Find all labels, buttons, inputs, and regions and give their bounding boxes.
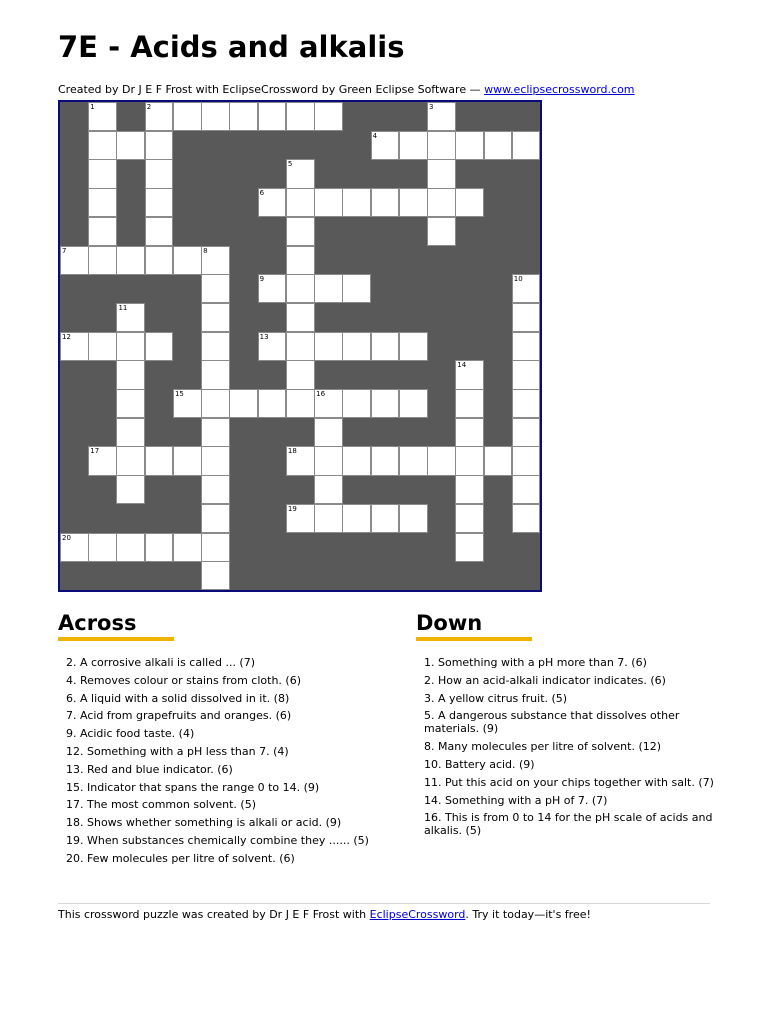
down-clue-list [416,656,716,842]
across-clue: 2. A corrosive alkali is called ... (7) [66,656,256,669]
credit-text: Created by Dr J E F Frost with EclipseCrossword by Green Eclipse Software — [58,83,485,96]
grid-cell[interactable] [455,533,484,562]
grid-cell[interactable] [201,274,230,303]
grid-cell[interactable] [201,360,230,389]
down-clue: 16. This is from 0 to 14 for the pH scale of acids and alkalis. (5) [424,811,713,838]
grid-cell[interactable] [88,246,117,275]
grid-cell[interactable] [116,360,145,389]
grid-cell[interactable] [314,274,343,303]
grid-cell[interactable] [371,131,400,160]
across-clue: 7. Acid from grapefruits and oranges. (6) [66,709,292,723]
across-clue: 17. The most common solvent. (5) [66,798,256,812]
down-clue: 3. A yellow citrus fruit. (5) [424,691,568,705]
grid-cell[interactable] [258,188,287,217]
grid-cell[interactable] [484,131,513,160]
across-clue: 18. Shows whether something is alkali or acid. (9) [66,816,342,830]
grid-cell[interactable] [145,188,174,217]
grid-cell[interactable] [342,446,371,475]
grid-cell[interactable] [427,188,456,217]
grid-cell[interactable] [455,418,484,447]
down-underline [416,637,532,641]
grid-cell[interactable] [286,217,315,246]
grid-cell[interactable] [201,504,230,533]
grid-cell[interactable] [342,504,371,533]
grid-cell[interactable] [399,332,428,361]
grid-cell[interactable] [201,475,230,504]
clue-number: 20 [62,533,71,542]
grid-cell[interactable] [512,446,541,475]
clue-number: 16 [316,390,326,399]
grid-cell[interactable] [116,533,145,562]
grid-cell[interactable] [258,389,287,418]
grid-cell[interactable] [371,504,400,533]
grid-cell[interactable] [145,332,174,361]
down-clue: 8. Many molecules per litre of solvent. (12) [424,740,662,754]
grid-cell[interactable] [342,332,371,361]
grid-cell[interactable] [116,446,145,475]
grid-cell[interactable] [399,446,428,475]
grid-cell[interactable] [258,274,287,303]
clue-number: 7 [62,246,67,255]
grid-cell[interactable] [173,246,202,275]
grid-cell[interactable] [512,360,541,389]
grid-cell[interactable] [201,561,230,590]
across-clue: 20. Few molecules per litre of solvent. (6) [66,851,295,865]
grid-cell[interactable] [258,102,287,131]
credit-line [58,83,635,96]
across-clue: 6. A liquid with a solid dissolved in it. (8) [66,691,290,705]
clue-number: 6 [259,189,265,198]
clue-number: 9 [259,275,265,284]
grid-cell[interactable] [173,389,202,418]
down-clue: 10. Battery acid. (9) [424,757,535,771]
grid-cell[interactable] [286,446,315,475]
grid-cell[interactable] [286,504,315,533]
grid-cell[interactable] [399,389,428,418]
grid-cell[interactable] [145,217,174,246]
crossword-grid [58,100,542,592]
grid-cell[interactable] [314,504,343,533]
grid-cell[interactable] [286,246,315,275]
grid-cell[interactable] [116,332,145,361]
grid-cell[interactable] [116,389,145,418]
clue-number: 14 [457,361,467,370]
grid-cell[interactable] [455,504,484,533]
grid-cell[interactable] [201,389,230,418]
grid-cell[interactable] [371,389,400,418]
grid-cell[interactable] [314,389,343,418]
grid-cell[interactable] [512,274,541,303]
eclipsecrossword-link[interactable]: www.eclipsecrossword.com [484,83,635,96]
grid-cell[interactable] [455,389,484,418]
across-clue-list [58,656,388,870]
grid-cell[interactable] [286,274,315,303]
grid-cell[interactable] [399,504,428,533]
down-clue: 11. Put this acid on your chips together with salt. (7) [424,775,714,789]
grid-cell[interactable] [173,102,202,131]
grid-cell[interactable] [145,102,174,131]
grid-cell[interactable] [427,159,456,188]
grid-cell[interactable] [314,102,343,131]
grid-cell[interactable] [201,246,230,275]
grid-cell[interactable] [145,446,174,475]
grid-cell[interactable] [314,446,343,475]
across-clue: 15. Indicator that spans the range 0 to 14. (9) [66,780,320,794]
grid-cell[interactable] [145,533,174,562]
grid-cell[interactable] [399,131,428,160]
grid-cell[interactable] [512,131,541,160]
grid-cell[interactable] [88,102,117,131]
grid-cell[interactable] [60,533,89,562]
grid-cell[interactable] [371,332,400,361]
grid-cell[interactable] [116,303,145,332]
clue-number: 15 [174,390,184,399]
down-clue: 5. A dangerous substance that dissolves other materials. (9) [424,709,680,736]
across-clue: 12. Something with a pH less than 7. (4) [66,744,289,758]
grid-cell[interactable] [512,475,541,504]
grid-cell[interactable] [484,446,513,475]
clue-number: 3 [429,103,434,111]
across-clue: 13. Red and blue indicator. (6) [66,762,233,776]
page-title: 7E - Acids and alkalis [58,30,405,64]
across-heading: Across [58,611,137,635]
clue-number: 19 [287,504,297,513]
clue-number: 2 [146,103,152,111]
grid-cell[interactable] [342,188,371,217]
grid-cell[interactable] [201,446,230,475]
clue-number: 4 [372,131,378,140]
across-clue: 9. Acidic food taste. (4) [66,727,195,741]
grid-cell[interactable] [88,217,117,246]
grid-cell[interactable] [455,188,484,217]
clue-number: 12 [62,332,71,341]
footer-divider [58,903,710,904]
grid-cell[interactable] [145,159,174,188]
grid-cell[interactable] [201,332,230,361]
down-clue: 2. How an acid-alkali indicator indicates. (6) [424,673,666,687]
grid-cell[interactable] [145,131,174,160]
grid-cell[interactable] [427,446,456,475]
grid-cell[interactable] [286,159,315,188]
down-clue: 14. Something with a pH of 7. (7) [424,793,608,807]
grid-cell[interactable] [427,102,456,131]
grid-cell[interactable] [88,159,117,188]
grid-cell[interactable] [286,188,315,217]
footer-eclipsecrossword-link[interactable]: EclipseCrossword [369,908,466,921]
grid-cell[interactable] [60,332,89,361]
grid-cell[interactable] [201,418,230,447]
grid-cell[interactable] [145,246,174,275]
across-clue: 4. Removes colour or stains from cloth. (6) [66,673,301,687]
grid-cell[interactable] [371,446,400,475]
grid-cell[interactable] [60,246,89,275]
grid-cell[interactable] [342,389,371,418]
grid-cell[interactable] [455,131,484,160]
grid-cell[interactable] [427,131,456,160]
grid-cell[interactable] [88,446,117,475]
footer-text: This crossword puzzle was created by Dr J E F Frost with [58,908,370,921]
grid-cell[interactable] [116,131,145,160]
grid-cell[interactable] [88,533,117,562]
clue-number: 8 [203,246,208,255]
grid-cell[interactable] [314,332,343,361]
down-clue: 1. Something with a pH more than 7. (6) [424,656,647,669]
down-heading: Down [416,611,483,635]
grid-cell[interactable] [512,389,541,418]
footer [58,908,591,921]
grid-cell[interactable] [116,246,145,275]
grid-cell[interactable] [427,217,456,246]
across-clue: 19. When substances chemically combine they ...... (5) [66,833,369,847]
grid-cell[interactable] [286,360,315,389]
across-underline [58,637,174,641]
clue-number: 11 [118,303,128,312]
grid-cell[interactable] [229,389,258,418]
grid-cell[interactable] [116,475,145,504]
grid-cell[interactable] [371,188,400,217]
grid-cell[interactable] [229,102,258,131]
grid-cell[interactable] [88,188,117,217]
grid-cell[interactable] [314,188,343,217]
clue-number: 10 [513,275,523,284]
grid-cell[interactable] [88,131,117,160]
grid-cell[interactable] [286,389,315,418]
grid-cell[interactable] [512,332,541,361]
grid-cell[interactable] [116,418,145,447]
grid-cell[interactable] [286,303,315,332]
grid-cell[interactable] [88,332,117,361]
clue-number: 13 [259,332,269,341]
grid-cell[interactable] [314,475,343,504]
grid-cell[interactable] [455,446,484,475]
grid-cell[interactable] [173,446,202,475]
grid-cell[interactable] [455,360,484,389]
grid-cell[interactable] [173,533,202,562]
grid-cell[interactable] [201,303,230,332]
grid-cell[interactable] [286,332,315,361]
clue-number: 1 [90,103,95,111]
grid-cell[interactable] [342,274,371,303]
grid-cell[interactable] [455,475,484,504]
clue-number: 18 [287,447,297,456]
grid-cell[interactable] [201,102,230,131]
grid-cell[interactable] [399,188,428,217]
clue-number: 5 [287,160,293,169]
grid-cell[interactable] [512,504,541,533]
grid-cell[interactable] [512,303,541,332]
grid-cell[interactable] [512,418,541,447]
grid-cell[interactable] [286,102,315,131]
grid-cell[interactable] [201,533,230,562]
grid-cell[interactable] [314,418,343,447]
footer-suffix: . Try it today—it's free! [465,908,591,921]
grid-cell[interactable] [258,332,287,361]
clue-number: 17 [90,447,100,456]
